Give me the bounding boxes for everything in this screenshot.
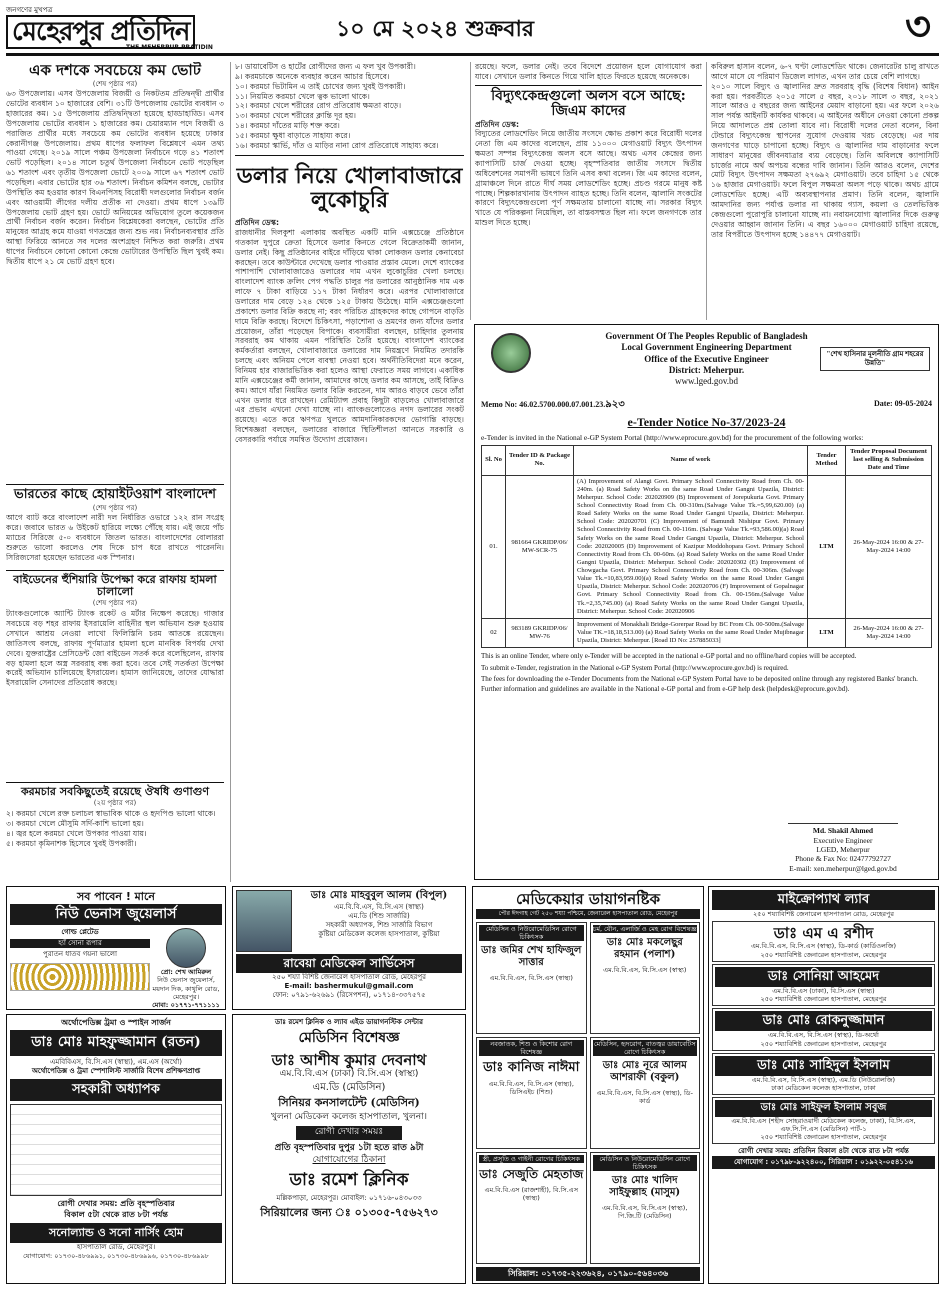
- cell-dates: 26-May-2024 16:00 & 27-May-2024 14:00: [846, 475, 932, 618]
- jewel-tag: হ্যাঁ সোনা রূপার: [10, 939, 150, 948]
- lged-logo: [491, 333, 531, 373]
- doctor-hospital: ২৫০ শয্যাবিশিষ্ট জেনারেল হাসপাতাল, মেহেরপুর: [760, 950, 887, 959]
- medicare-doctor-card: [476, 922, 587, 1034]
- doctor-photo: [236, 890, 292, 952]
- doctor-name: ডাঃ মোঃ খালিদ সাইফুল্লাহ (মাসুম): [609, 1174, 681, 1199]
- continued-note: (শেষ পৃষ্ঠার পর): [92, 79, 138, 88]
- tender-table: [481, 445, 932, 648]
- notice-title: e-Tender Notice No-37/2023-24: [627, 414, 786, 429]
- ad-medicare-diagnostic: [472, 886, 704, 1284]
- ortho-time-label: রোগী দেখার সময়: প্রতি বৃহস্পতিবার: [57, 1199, 175, 1209]
- cell-method: LTM: [808, 618, 846, 647]
- story-body-power: বিদ্যুতের লোডশেডিং নিয়ে জাতীয় সংসদে ক্ষোভ প্রকাশ করে বিরোধী দলের নেতা জি এম কাদের বলেছেন, প্রায় ১১০০০ মেগাওয়াট বিদ্যুৎ উৎপাদন ক্ষমতা সম্পন্ন বিদ্যুৎকেন্দ্র অলস বসে আছে। অথচ এসব কেন্দ্রের জন্য ক্যাপাসিটি চার্জ দেওয়া হচ্ছে। বৃহস্পতিবার জাতীয় সংসদে দ্বিতীয় অধিবেশনের সমাপনী ভাষণে তিনি এসব কথা বলেন। জি এম কাদের বলেন, গ্রামাঞ্চলে দিনে রাতে দীর্ঘ সময় লোডশেডিং হচ্ছে। প্রচণ্ড গরমে মানুষ কষ্ট পাচ্ছে। শিল্পকারখানায় উৎপাদন ব্যাহত হচ্ছে। তিনি বলেন, জ্বালানি সংকটের কারণে বিদ্যুৎকেন্দ্রগুলো পূর্ণ সক্ষমতায় চালানো যাচ্ছে না। সরকার বিদ্যুৎ খাতে যে পরিকল্পনা নিয়েছিল, তা বাস্তবসম্মত ছিল না। ফলে জনগণকে তার মাশুল দিতে হচ্ছে।: [475, 129, 702, 228]
- bipul-phone: ফোন: ০৭৯১-৬২৬৯১ (রিসেপশন), ০১৭১৪-৩৩৭৫৭৫: [272, 991, 426, 1000]
- ashish-clinic: ডাঃ রমেশ ক্লিনিক: [289, 1169, 409, 1190]
- ortho-time: বিকাল ৫টা থেকে রাত ৮টা পর্যন্ত: [64, 1209, 168, 1219]
- cell-tender-id: 983189 GKRIDP/06/ MW-76: [506, 618, 574, 647]
- doctor-name: ডাঃ মোঃ রোকনুজ্জামান: [715, 1011, 932, 1031]
- story-title-karamcha: করমচার সবকিছুতেই রয়েছে ঔষধি গুণাগুণ: [20, 785, 210, 799]
- ashish-name: ডাঃ আশীষ কুমার দেবনাথ: [271, 1050, 427, 1069]
- jewel-top: সব পাবেন ! মানে: [77, 890, 155, 903]
- ortho-top: অর্থোপেডিক্স ট্রমা ও স্পাইন সার্জন: [61, 1018, 171, 1027]
- jewel-tag: গোল্ড প্লেটেড: [61, 928, 99, 937]
- ortho-extra: অর্থোপেডিক্স ও ট্রমা স্পেশালিস্ট সার্জারি বিশেষ প্রশিক্ষণপ্রাপ্ত: [31, 1066, 201, 1075]
- doctor-degree: এম.বি.বি.এস, বি.সি.এস (স্বাস্থ্য), ডি-কার্ড: [596, 1088, 693, 1105]
- story-body-power-cont: ২০১০ সালে বিদ্যুৎ ও জ্বালানির দ্রুত সরবরাহ বৃদ্ধি (বিশেষ বিধান) আইন করা হয়। পরবর্তীতে ২০১৫ সালে ৫ বছর, ২০১৮ সালে ৩ বছর, ২০২১ সালে আরও ৫ বছরের জন্য আইনের মেয়াদ বাড়ানো হয়। এর ফলে ২০২৬ সাল পর্যন্ত আইনটি কার্যকর থাকবে। এ আইনের অধীনে নেওয়া কোনো প্রকল্প নিয়ে আদালতে প্রশ্ন তোলা যাবে না। বিরোধী দলের নেতা বলেন, বিনা টেন্ডারে বিদ্যুৎকেন্দ্র স্থাপনের সুযোগ দেওয়ায় খরচ বেড়েছে। এর দায় জনগণের ঘাড়ে চাপানো হচ্ছে। বিদ্যুৎ ও জ্বালানির দাম বাড়ানোর ফলে সাধারণ মানুষের জীবনযাত্রার ব্যয় বেড়েছে। তিনি অবিলম্বে ক্যাপাসিটি চার্জের নামে অর্থ অপচয় বন্ধের দাবি জানান। তিনি আরও বলেন, দেশের মোট বিদ্যুৎ উৎপাদন সক্ষমতা ২৭৬৯২ মেগাওয়াট। তবে চাহিদা ১৫ থেকে ১৬ হাজার মেগাওয়াট। ফলে বিপুল সক্ষমতা অলস পড়ে থাকে। অথচ গ্রামে লোডশেডিং হচ্ছে। এটি অব্যবস্থাপনার প্রমাণ। তিনি বলেন, জ্বালানি আমদানির জন্য পর্যাপ্ত ডলার না থাকায় গ্যাস, কয়লা ও তেলভিত্তিক কেন্দ্রগুলো পুরোপুরি চালানো যাচ্ছে না। নবায়নযোগ্য জ্বালানির দিকে গুরুত্ব দেওয়ার আহ্বান জানান তিনি। এ বছর ১৬০০০ মেগাওয়াট চাহিদা রয়েছে, তার বিপরীতে উৎপাদন হচ্ছে ১৪৪৭৭ মেগাওয়াট।: [711, 81, 939, 239]
- karamcha-list-item: ৮। ডায়াবেটিস ও হার্টের রোগীদের জন্য এ ফল খুব উপকারী।: [235, 62, 416, 71]
- story-title-cricket: ভারতের কাছে হোয়াইটওয়াশ বাংলাদেশ: [14, 487, 216, 503]
- gov-line: District: Meherpur.: [668, 364, 745, 375]
- karamcha-item: ৪। জ্বর হলে করমচা খেলে উপকার পাওয়া যায়।: [6, 828, 147, 838]
- story-byline: প্রতিদিন ডেস্ক:: [475, 119, 520, 129]
- doctor-degree: এম.বি.বি.এস, বি.সি.এস (স্বাস্থ্য), ডি-অর্থো: [768, 1031, 879, 1040]
- jewel-name: নিউ ভেনাস জুয়েলার্স: [10, 904, 222, 926]
- ashish-time: প্রতি বৃহস্পতিবার দুপুর ১টা হতে রাত ৯টা: [274, 1143, 424, 1154]
- newspaper-name-en: THE MEHERPUR PRATIDIN: [126, 44, 213, 51]
- doctor-degree: এম.বি.বি.এস, বি.সি.এস (স্বাস্থ্য), এম.ডি (নিউরোলজি): [751, 1075, 896, 1084]
- medicare-doctor-card: [590, 1037, 701, 1149]
- memo-number: Memo No: 46.02.5700.000.07.001.23.: [481, 400, 606, 410]
- doctor-hospital: ২৫০ শয্যাবিশিষ্ট জেনারেল হাসপাতাল, মেহেরপুর: [760, 1039, 887, 1048]
- doctor-degree: এম.বি.বি.এস, বি.সি.এস (স্বাস্থ্য), ডিসিএইচ (শিশু): [488, 1080, 574, 1097]
- story-byline: প্রতিদিন ডেস্ক:: [235, 218, 280, 228]
- micro-doctor-card: [712, 1097, 935, 1144]
- micro-name: মাইক্রোপ্যাথ ল্যাব: [712, 890, 935, 910]
- medicare-doctor-card: [590, 922, 701, 1034]
- doctor-degree: এম.বি.বি.এস, বি.সি.এস (স্বাস্থ্য), পি.জি.টি (মেডিসিন): [602, 1203, 688, 1220]
- ad-micropath-lab: [708, 886, 939, 1284]
- continued-note: (শেষ পৃষ্ঠার পর): [92, 599, 138, 608]
- karamcha-item: ৩। করমচা খেলে মৌসুমি সর্দি-কাশি ভালো হয়।: [6, 818, 144, 828]
- doctor-degree: এম.বি.বি.এস, বি.সি.এস (স্বাস্থ্য): [489, 973, 573, 982]
- slogan-badge: "শেখ হাসিনার মূলনীতি গ্রাম শহরের উন্নতি": [820, 347, 930, 371]
- gov-line: Local Government Engineering Department: [621, 342, 792, 353]
- micro-doctor-card: [712, 964, 935, 1007]
- karamcha-list-item: ১১। নিয়মিত করমচা খেলে ত্বক ভালো থাকে।: [235, 91, 370, 101]
- doctor-name: ডাঃ জমির শেখ হাফিজুল সাত্তার: [481, 944, 582, 969]
- doctor-spec: নবজাতক, শিশু ও কিশোর রোগ বিশেষজ্ঞ: [479, 1040, 584, 1056]
- karamcha-list-item: ১৩। করমচা খেলে শরীরের ক্লান্তি দূর হয়।: [235, 111, 356, 121]
- story-title-power: বিদ্যুৎকেন্দ্রগুলো অলস বসে আছে: জিএম কাদের: [491, 87, 686, 120]
- ashish-md: এম.ডি (মেডিসিন): [312, 1082, 386, 1094]
- signer-office: LGED, Meherpur: [816, 844, 870, 854]
- column-4: [706, 62, 939, 320]
- cell-dates: 26-May-2024 16:00 & 27-May-2024 14:00: [846, 618, 932, 647]
- doctor-spec: মেডিসিন, হৃদরোগ, বাতজ্বর ডায়াবেটিস রোগে চিকিৎসক: [593, 1039, 696, 1056]
- continued-note: (শেষ পৃষ্ঠার পর): [92, 503, 138, 512]
- cell-work: Improvement of Monakhali Bridge-Gorerpar Road by BC From Ch. 00-500m.(Salvage Value TK.=18,18,513.00) (a) Road Safety Works on the same Road Under Mujibnagar Upazila, District: Meherpur. [Road ID No: 257885033]: [574, 618, 808, 647]
- ashish-serial: সিরিয়ালের জন্য ঃ ০১৩০৫-৭৫৬২৭৩: [260, 1205, 438, 1219]
- doctor-spec: স্ত্রী, প্রসূতি ও গাইনী রোগের চিকিৎসক: [479, 1155, 584, 1163]
- owner-name: প্রো: শেখ আমিরুল: [160, 968, 212, 977]
- ad-dr-bipul: [232, 886, 466, 1010]
- cell-tender-id: 981664 GKRIDP/06/ MW-SCR-75: [506, 475, 574, 618]
- story-body-vote: ৬৩ উপজেলায়। এসব উপজেলায় বিজয়ী ও নিকটতম প্রতিদ্বন্দ্বী প্রার্থীর ভোটের ব্যবধান ১০ হাজারের বেশি। ৩১টি উপজেলায় ভোটের ব্যবধান ৩ হাজারের কম। ১৫ উপজেলায় প্রতিদ্বন্দ্বিতা হয়েছে হাড্ডাহাড্ডি। এসব উপজেলায় ভোটের ব্যবধান ১ হাজারের কম। চেয়ারম্যান পদে বিজয়ী ও পরাজিত প্রার্থীর মধ্যে সবচেয়ে কম ভোটের ব্যবধান হয়েছে ঢাকার কেরানীগঞ্জ উপজেলায়। প্রথম ধাপের ফলাফল বিশ্লেষণে এমন তথ্য পাওয়া গেছে। ২০১৯ সালে পঞ্চম উপজেলা নির্বাচনে গড়ে ৪১ শতাংশ ভোট পড়েছিল। ২০১৪ সালে চতুর্থ উপজেলা নির্বাচনে ভোট পড়েছিল ৬১ শতাংশ এবং তৃতীয় উপজেলা ভোটে ২০০৯ সালে ৬৭ শতাংশ ভোট পড়েছিল। এবার ভোটের হার ৩৬ শতাংশ। নির্বাচন কমিশন বলছে, ভোটার উপস্থিতি কম হওয়ার কারণ বিএনপিসহ বিরোধী দলগুলোর নির্বাচন বর্জন এবং আওয়ামী লীগের দলীয় প্রতীক না দেওয়া। প্রথম ধাপে ১৩৯টি উপজেলায় ভোট গ্রহণ হয়। ভোটে অনিয়মের অভিযোগ তুলে কয়েকজন প্রার্থী নির্বাচন বর্জন করেন। নির্বাচন বিশ্লেষকেরা বলছেন, ভোটের প্রতি মানুষের আগ্রহ কমে যাওয়া গণতন্ত্রের জন্য শুভ নয়। নির্বাচনব্যবস্থার প্রতি আস্থা ফিরিয়ে আনতে সব দলের অংশগ্রহণ নিশ্চিত করা জরুরি। প্রথম ধাপের নির্বাচনে কোনো কোনো কেন্দ্রে ভোটারের উপস্থিতি ছিল খুবই কম। দ্বিতীয় ধাপে ২১ মে ভোট গ্রহণ হবে।: [6, 89, 224, 266]
- karamcha-list-item: ৯। করমচাকে অনেকে ব্যবহার করেন আচার হিসেবে।: [235, 71, 390, 81]
- story-title-vote: এক দশকে সবচেয়ে কম ভোট: [29, 62, 201, 79]
- signature-block: [758, 810, 928, 873]
- ashish-clinic-addr: মল্লিকপাড়া, মেহেরপুর। মোবাইল: ০১৭১৬-০৪৩০৩৩: [276, 1193, 422, 1202]
- column-1: [6, 62, 224, 882]
- notice-note: To submit e-Tender, registration in the National e-GP System Portal (http://www.eprocure.gov.bd) is required.: [481, 663, 789, 672]
- doctor-degree: এম.বি.বি.এস (শহীদ সোহরাওয়ার্দী মেডিকেল কলেজ, ঢাকা), বি.সি.এস, এফ.সি.পি.এস (মেডিসিন) পার্ট-১: [731, 1116, 916, 1133]
- karamcha-list-item: ১২। করমচা খেলে শরীরের রোগ প্রতিরোধ ক্ষমতা বাড়ে।: [235, 101, 402, 111]
- ashish-time-label: রোগী দেখার সময়ঃ: [296, 1126, 402, 1140]
- tender-notice: [474, 324, 939, 880]
- doctor-spec: মেডিসিন ও নিউরোমেডিসিন রোগে চিকিৎসক: [593, 1155, 698, 1171]
- col-header: Sl. No: [482, 446, 506, 476]
- jewelry-image: [10, 963, 150, 991]
- col-header: Name of work: [574, 446, 808, 476]
- col-header: Tender Method: [808, 446, 846, 476]
- doctor-name: ডাঃ কানিজ নাঈমা: [483, 1059, 580, 1075]
- bipul-hospital: কুষ্টিয়া মেডিকেল কলেজ হাসপাতাল, কুষ্টিয়া: [318, 929, 440, 938]
- story-body-dollar: রাজধানীর দিলকুশা এলাকায় অবস্থিত একটি মানি এক্সচেঞ্জে প্রতিষ্ঠানে গতকাল দুপুরে ক্রেতা হিসেবে ডলার কিনতে গেলে বিক্রেতাকর্মী জানান, ডলার নেই। কিছু প্রতিষ্ঠানের বাইরে দাঁড়িয়ে থাকা লোকজন ডলার কেনাবেচা করছেন। তবে কাউন্টারে দেখেছে ডলার পাওয়ার প্রস্তাব মেলে। দেশে ব্যাংকের পাশাপাশি খোলাবাজারেও ডলারের দাম এখন লুকোচুরির খেলা চলছে। বাংলাদেশ ব্যাংক ক্রলিং পেগ পদ্ধতি চালুর পর ডলারের আনুষ্ঠানিক দাম এক লাফে ৭ টাকা বাড়িয়ে ১১৭ টাকা নির্ধারণ করে। এরপর খোলাবাজারে ডলারের দাম বেড়ে ১২৪ থেকে ১২৫ টাকায় উঠেছে। মানি এক্সচেঞ্জগুলো প্রকাশ্যে ডলার বিক্রি করছে না; বরং পরিচিত গ্রাহকদের কাছে গোপনে বাড়তি দামে বিক্রি করছে। বিদেশে চিকিৎসা, পড়াশোনা ও ভ্রমণের জন্য যাঁদের ডলার প্রয়োজন, তাঁরা পড়েছেন বিপাকে। ব্যবসায়ীরা বলছেন, চাহিদার তুলনায় সরবরাহ কম থাকায় এমন পরিস্থিতি তৈরি হয়েছে। বাংলাদেশ ব্যাংকের কর্মকর্তারা বলছেন, খোলাবাজারে ডলারের দাম নিয়ন্ত্রণে নিয়মিত তদারকি চলছে এবং অনিয়ম পেলে ব্যবস্থা নেওয়া হবে। অর্থনীতিবিদেরা মনে করেন, বিনিময় হার বাজারভিত্তিক করা হলেও আস্থা ফেরাতে সময় লাগবে। একাধিক মানি এক্সচেঞ্জের কর্মী জানান, আমাদের কাছে ডলার কম আসছে, তাই বিক্রিও কম। আগে যাঁরা নিয়মিত ডলার বিক্রি করতেন, দাম আরও বাড়বে ভেবে তাঁরা এখন ডলার ধরে রাখছেন। রেমিট্যান্স প্রবাহ কিছুটা বাড়লেও খোলাবাজারে এর প্রভাব এখনো দেখা যাচ্ছে না। ব্যাংকগুলোতেও নগদ ডলারের সংকট রয়েছে। এতে করে ঋণপত্র খুলতে আমদানিকারকদের ভোগান্তি বাড়ছে। বিশেষজ্ঞরা বলছেন, ডলারের বাজারে স্থিতিশীলতা আনতে সরকারি ও বেসরকারি পর্যায়ে সমন্বিত উদ্যোগ প্রয়োজন।: [235, 227, 464, 445]
- ashish-degree: এম.বি.বি.এস (ঢাকা) বি.সি.এস (স্বাস্থ্য): [279, 1069, 419, 1080]
- ashish-top: ডাঃ রমেশ ক্লিনিক ও ল্যাব এইড ডায়াগনস্টিক সেন্টার: [275, 1018, 423, 1026]
- karamcha-list-item: ১৬। করমচা স্কার্ভি, দাঁত ও মাড়ির নানা রোগ প্রতিরোধে সাহায্য করে।: [235, 140, 439, 150]
- doctor-name: ডাঃ মোঃ মকলেছুর রহমান (পলাশ): [606, 936, 683, 961]
- cell-method: LTM: [808, 475, 846, 618]
- notice-note: The fees for downloading the e-Tender Documents from the National e-GP System Portal have to be deposited online through any registered Banks' branch. Further information and guidelines are available in the National e-GP portal and from e-GP help desk (helpdesk@eprocure.gov.bd).: [481, 675, 918, 693]
- table-row: [482, 618, 932, 647]
- doctor-degree: এম.বি.বি.এস (রাজশাহী), বি.সি.এস (স্বাস্থ্য): [484, 1185, 578, 1202]
- bipul-email: E-mail: bashermukul@gmail.com: [284, 982, 414, 991]
- doctor-degree: এম.বি.বি.এস (ঢাকা), বি.সি.এস (স্বাস্থ্য): [772, 986, 875, 995]
- jewel-phone: মোবা: ০১৭৭১-৭৭১১১১: [152, 1000, 220, 1009]
- doctor-name: ডাঃ এম এ রশীদ: [773, 923, 874, 942]
- story-title-rafah: বাইডেনের হুঁশিয়ারি উপেক্ষা করে রাফায় হামলা চালালো: [13, 573, 217, 599]
- jewel-tag: পুরাতন ধাতব গয়না ভালো: [42, 950, 118, 959]
- jewel-addr: নিউ ভেনাস জুয়েলার্স, ময়দান দিক, কাথুলি রোড, মেহেরপুর।: [152, 976, 220, 1001]
- karamcha-list-item: ১০। করমচা ভিটামিন এ তাই চোখের জন্য খুবই উপকারী।: [235, 81, 406, 91]
- cell-sl: 02: [482, 618, 506, 647]
- notice-date: Date: 09-05-2024: [874, 399, 932, 409]
- gov-website: www.lged.gov.bd: [674, 376, 739, 386]
- doctor-name: ডাঃ মোঃ সাহিদুল ইসলাম: [715, 1056, 932, 1076]
- medicare-doctor-card: [590, 1152, 701, 1264]
- doctor-spec: মেডিসিন ও নিউরোমেডিসিন রোগে চিকিৎসক: [479, 925, 584, 941]
- doctor-hospital: ঢাকা মেডিকেল কলেজ হাসপাতাল, ঢাকা: [771, 1084, 876, 1093]
- notice-intro: e-Tender is invited in the National e-GP System Portal (http://www.eprocure.gov.bd) for the procurement of the following works:: [481, 432, 864, 442]
- col-header: Tender ID & Package No.: [506, 446, 574, 476]
- signer-email: E-mail: xen.meherpur@lged.gov.bd: [789, 863, 897, 873]
- ortho-post: সহকারী অধ্যাপক: [10, 1079, 222, 1101]
- karamcha-item: ৫। করমচা কৃমিনাশক হিসেবে খুবই উপকারী।: [6, 838, 137, 848]
- ashish-dept: মেডিসিন বিশেষজ্ঞ: [298, 1030, 400, 1047]
- gov-line: Government Of The Peoples Republic of Bangladesh: [605, 331, 808, 341]
- micro-addr: ২৫০ শয্যাবিশিষ্ট জেনারেল হাসপাতাল রোড, মেহেরপুর: [753, 910, 894, 919]
- bipul-post: সহকারী অধ্যাপক, শিশু সার্জারি বিভাগ: [325, 920, 433, 929]
- bipul-degree: এম.বি.বি.এস, বি.সি.এস (স্বাস্থ্য): [334, 902, 424, 911]
- table-row: [482, 475, 932, 618]
- issue-date: ১০ মে ২০২৪ শুক্রবার: [336, 16, 534, 42]
- gov-line: Office of the Executive Engineer: [644, 353, 769, 364]
- doctor-hospital: ২৫০ শয্যাবিশিষ্ট জেনারেল হাসপাতাল, মেহেরপুর: [760, 1132, 887, 1141]
- doctor-degree: এম.বি.বি.এস, বি.সি.এস (স্বাস্থ্য), ডি-কার্ড (কার্ডিওলজি): [750, 942, 897, 951]
- col-header: Tender Proposal Document last selling & Submission Date and Time: [846, 446, 932, 476]
- doctor-name: ডাঃ সেজুতি মেহতাজ: [479, 1166, 584, 1181]
- ashish-hospital: খুলনা মেডিকেল কলেজ হাসপাতাল, খুলনা।: [271, 1111, 427, 1122]
- micro-time: রোগী দেখার সময়: প্রতিদিন বিকাল ৪টা থেকে রাত ৮টা পর্যন্ত: [738, 1147, 909, 1156]
- story-body-rafah: ট্যাংকগুলোকে অ্যান্টি ট্যাংক রকেট ও মর্টার নিক্ষেপ করেছে। গাজার সবচেয়ে বড় শহর রাফায় ইসরায়েলি বাহিনীর স্থল অভিযান শুরু হওয়ায় সেখানে আশ্রয় নেওয়া লাখো ফিলিস্তিনি চরম আতঙ্কে রয়েছেন। জাতিসংঘ বলছে, রাফায় পূর্ণমাত্রার হামলা হলে মানবিক বিপর্যয় দেখা দেবে। যুক্তরাষ্ট্রের প্রেসিডেন্ট জো বাইডেন সতর্ক করে বলেছিলেন, রাফায় বড় হামলা হলে অস্ত্র সরবরাহ বন্ধ করা হবে। তবে সেই সতর্কতা উপেক্ষা করেই অভিযান চালিয়েছে ইসরায়েল। হামাস জানিয়েছে, তাদের যোদ্ধারা ইসরায়েলি সেনাদের প্রতিরোধ করছে।: [6, 609, 224, 688]
- micro-phone: যোগাযোগ : ০১৭৯৮-৯২২৪০০, সিরিয়াল : ০১৯২২-০৫৪১১৬: [712, 1156, 935, 1169]
- column-2: [230, 62, 464, 882]
- signer-phone: Phone & Fax No: 02477792727: [795, 854, 891, 864]
- doctor-spec: চর্ম, যৌন, এলার্জি ও মেহ রোগ বিশেষজ্ঞ: [592, 924, 697, 933]
- signer-name: Md. Shakil Ahmed: [812, 826, 874, 836]
- doctor-name: ডাঃ সোনিয়া আহমেদ: [715, 967, 932, 987]
- medicare-doctor-card: [476, 1152, 587, 1264]
- story-title-dollar: ডলার নিয়ে খোলাবাজারে লুকোচুরি: [236, 162, 463, 213]
- micro-doctor-card: [712, 921, 935, 962]
- micro-doctor-card: [712, 1053, 935, 1096]
- medicare-name: মেডিকেয়ার ডায়াগনষ্টিক: [515, 890, 661, 908]
- masthead-tagline: জনগণের মুখপত্র: [6, 6, 53, 14]
- memo-handwritten: ৯২৩: [605, 399, 625, 411]
- bipul-center: রাবেয়া মেডিকেল সার্ভিসেস: [236, 954, 462, 973]
- cell-sl: 01.: [482, 475, 506, 618]
- masthead: [6, 3, 939, 56]
- ortho-doctor-name: ডাঃ মোঃ মাহফুজ্জামান (রতন): [10, 1030, 222, 1056]
- ortho-phone: যোগাযোগ: ০১৭৩০-৪৮৬৯৯১, ০১৭৩০-৪৮৬৯৯৬, ০১৭৩০-৪৮৬৯৯৮: [23, 1251, 209, 1260]
- newspaper-name: মেহেরপুর প্রতিদিন: [6, 15, 195, 49]
- karamcha-item: ২। করমচা খেলে রক্ত চলাচল স্বাভাবিক থাকে ও হৃদপিণ্ড ভালো থাকে।: [6, 809, 216, 819]
- column-3: [470, 62, 702, 320]
- continued-note: (২য় পৃষ্ঠার পর): [93, 799, 137, 808]
- doctor-degree: এম.বি.বি.এস, বি.সি.এস (স্বাস্থ্য): [603, 965, 687, 974]
- ad-jewellers: [6, 886, 226, 1010]
- bipul-spec: এম.ডি (শিশু সার্জারি): [348, 911, 410, 920]
- medicare-doctor-card: [476, 1037, 587, 1149]
- signature-mark: [788, 810, 898, 824]
- doctor-hospital: ২৫০ শয্যাবিশিষ্ট জেনারেল হাসপাতাল, মেহেরপুর: [760, 995, 887, 1004]
- ad-ortho-surgeon: [6, 1014, 226, 1284]
- karamcha-list-item: ১৪। করমচা দাঁতের মাড়ি শক্ত করে।: [235, 121, 340, 131]
- bipul-center-addr: ২৫০ শয্যা বিশিষ্ট জেনারেল হাসপাতাল রোড, মেহেরপুর: [271, 973, 427, 981]
- bipul-name: ডাঃ মোঃ মাহবুবুল আলম (বিপুল): [310, 890, 448, 901]
- owner-photo: [166, 928, 206, 968]
- notice-note: This is an online Tender, where only e-Tender will be accepted in the national e-GP portal and no offline/hard copies will be accepted.: [481, 652, 857, 661]
- ortho-hospital: সনোল্যান্ড ও সনো নার্সিং হোম: [10, 1223, 222, 1243]
- micro-doctor-card: [712, 1008, 935, 1051]
- doctor-name: ডাঃ মোঃ নূরে আলম আশরাফী (বকুল): [602, 1059, 687, 1084]
- doctor-name: ডাঃ মোঃ সাইফুল ইসলাম সবুজ: [715, 1100, 932, 1117]
- medicare-phone: সিরিয়াল: ০১৭৩৫-২২৩৬২৪, ০১৭৯০-৫৬৪০৩৬: [476, 1267, 700, 1281]
- story-body-cricket: আগে ব্যাট করে বাংলাদেশ নারী দল নির্ধারিত ওভারে ১২২ রান সংগ্রহ করে। জবাবে ভারত ৬ উইকেট হারিয়ে লক্ষ্যে পৌঁছে যায়। এই জয়ে পাঁচ ম্যাচের সিরিজে ৫-০ ব্যবধানে জিতল ভারত। বাংলাদেশের বোলাররা শুরুতে ভালো করলেও শেষ দিকে চাপ ধরে রাখতে পারেননি। সিরিজসেরা হয়েছেন ভারতের এক স্পিনার।: [6, 513, 224, 562]
- signer-title: Executive Engineer: [813, 835, 873, 845]
- story-continuation: কবিরুল হাসান বলেন, ৬-৭ ঘণ্টা লোডশেডিং থাকে। জেনারেটর চালু রাখতে আগে মাসে যে পরিমাণ ডিজেল লাগত, এখন তার চেয়ে বেশি লাগছে।: [711, 62, 939, 81]
- ashish-post: সিনিয়র কনসালটেন্ট (মেডিসিন): [278, 1096, 420, 1110]
- karamcha-list-item: ১৫। করমচা ক্ষুধা বাড়াতে সাহায্য করে।: [235, 131, 351, 141]
- ortho-degree: এমবিবিএস, বি.সি.এস (স্বাস্থ্য), এম.এস (অর্থো): [50, 1057, 182, 1066]
- ad-dr-ashish: [232, 1014, 466, 1284]
- ortho-hospital-addr: হাসপাতাল রোড, মেহেরপুর।: [76, 1242, 156, 1251]
- cell-work: (A) Improvement of Alangi Govt. Primary School Connectivity Road from Ch. 00-240m. (a) Road Safety Works on the same Road Under Gangni Upazila, District: Meherpur. School Code: 202020909 (B) Improvement of Jorepukuria Govt. Primary School Connectivity Road from Ch. 00-310m.(Salvage Value Tk.=5,99,620.00) (a) Road Safety Works on the same Road Under Gangni Upazila, District: Meherpur. School Code: 202020701 (C) Improvement of Bamundi Nishipur Govt. Primary School Connectivity Road from Ch. 00-116m. (Salvage Value Tk.=93,586.00)(a) Road Safety Works on the same Road Under Gangni Upazila, District: Meherpur. School Code: 202020005 (D) Improvement of Kazipur Moddohopara Govt. Primary School Connectivity Road from Ch. 00-60m. (a) Road Safety Works on the same Road Under Gangni Upazila, District: Meherpur. School Code: 202020302 (E) Improvement of Chowgacha Govt. Primary School Connectivity Road from Ch. 00-306m. (Salvage Value Tk.=10,83,959.00)(a) Road Safety Works on the same Road Under Gangni Upazila, District: Meherpur. School Code: 202020706 (F) Improvement of Gopalnagar Govt. Primary School Connectivity Road from Ch. 00-156m.(Salvage Value Tk.=2,35,745.00) (a) Road Safety Works on the same Road Under Gangni Upazila, District: Meherpur. School Code: 202020906: [574, 475, 808, 618]
- page-number: ৩: [904, 3, 931, 50]
- medicare-addr: পৌর ঈদগাহ গেট ২৫০ শয্যা পশ্চিমে, জেনারেল হাসপাতাল রোড, মেহেরপুর: [476, 909, 700, 919]
- masthead-logo: [6, 6, 236, 52]
- ortho-services-list: [10, 1104, 222, 1196]
- ashish-contact-label: যোগাযোগের ঠিকানা: [312, 1154, 386, 1165]
- story-continuation: রয়েছে। ফলে, ডলার নেই। তবে বিদেশে প্রয়োজন হলে যোগাযোগ করা যাবে। সেখানে ডলার কিনতে গিয়ে খালি হাতে ফিরতে হয়েছে অনেককে।: [475, 62, 702, 81]
